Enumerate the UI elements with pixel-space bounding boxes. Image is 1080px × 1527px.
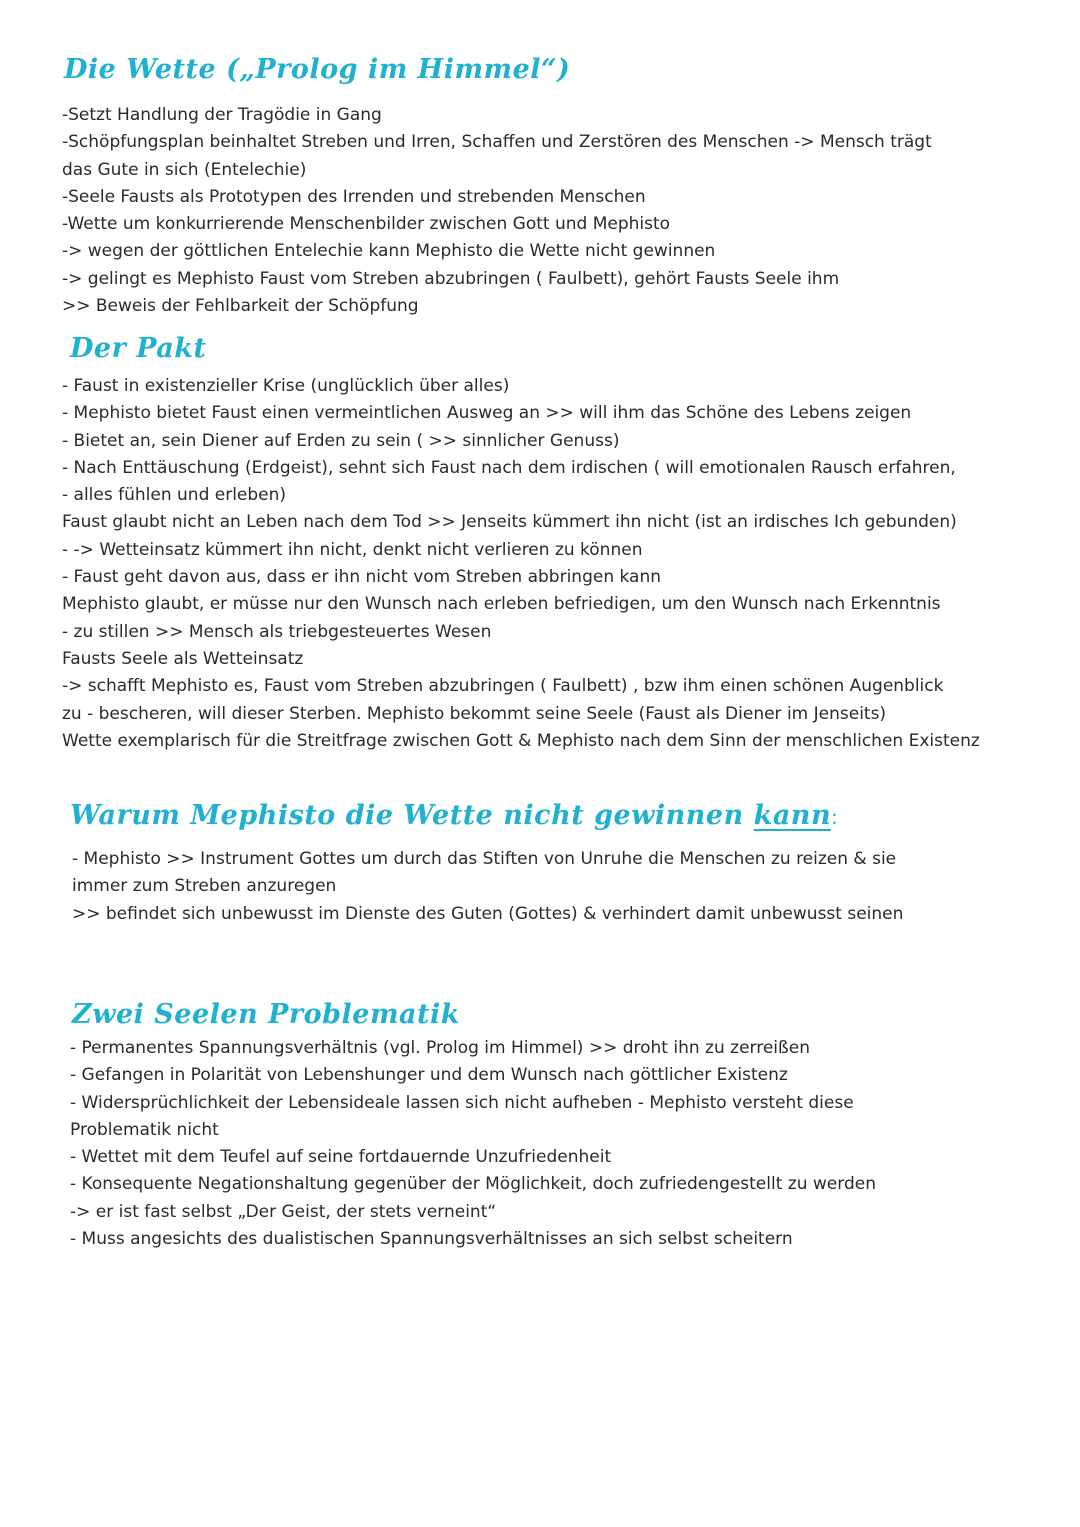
list-item: Faust glaubt nicht an Leben nach dem Tod >> Jenseits kümmert ihn nicht (ist an irdisches Ich gebunden) — [62, 512, 957, 533]
section-heading-warum — [70, 800, 838, 831]
list-item: - Faust in existenzieller Krise (unglücklich über alles) — [62, 376, 510, 396]
list-item: -> gelingt es Mephisto Faust vom Streben abzubringen ( Faulbett), gehört Fausts Seele ihm — [62, 268, 840, 289]
heading-colon: : — [831, 805, 839, 829]
list-item: >> Beweis der Fehlbarkeit der Schöpfung — [62, 296, 419, 317]
list-item: -Setzt Handlung der Tragödie in Gang — [62, 105, 382, 125]
list-item: -Seele Fausts als Prototypen des Irrenden und strebenden Menschen — [62, 186, 646, 207]
list-item: - Permanentes Spannungsverhältnis (vgl. Prolog im Himmel) >> droht ihn zu zerreißen — [70, 1038, 810, 1058]
list-item: - Gefangen in Polarität von Lebenshunger und dem Wunsch nach göttlicher Existenz — [70, 1065, 788, 1086]
list-item: - Bietet an, sein Diener auf Erden zu sein ( >> sinnlicher Genuss) — [62, 430, 620, 451]
section-body-wette — [62, 102, 952, 320]
list-item: - Wettet mit dem Teufel auf seine fortdauernde Unzufriedenheit — [70, 1147, 612, 1168]
list-item: - Mephisto bietet Faust einen vermeintlichen Ausweg an >> will ihm das Schöne des Lebens zeigen — [62, 403, 912, 424]
list-item: - alles fühlen und erleben) — [62, 485, 287, 506]
list-item: - Faust geht davon aus, dass er ihn nicht vom Streben abbringen kann — [62, 567, 662, 588]
heading-text: Warum Mephisto die Wette nicht gewinnen — [70, 800, 754, 831]
heading-underlined-word: kann — [753, 800, 832, 831]
list-item: -> er ist fast selbst „Der Geist, der stets verneint“ — [70, 1201, 497, 1222]
list-item: - -> Wetteinsatz kümmert ihn nicht, denkt nicht verlieren zu können — [62, 539, 643, 560]
section-heading-wette: Die Wette („Prolog im Himmel“) — [64, 54, 571, 85]
list-item: - zu stillen >> Mensch als triebgesteuertes Wesen — [62, 621, 492, 642]
section-body-pakt — [62, 373, 980, 755]
section-heading-zwei-seelen: Zwei Seelen Problematik — [72, 999, 460, 1030]
list-item: Mephisto glaubt, er müsse nur den Wunsch nach erleben befriedigen, um den Wunsch nach Erkenntnis — [62, 594, 941, 615]
list-item: -> wegen der göttlichen Entelechie kann Mephisto die Wette nicht gewinnen — [62, 241, 716, 262]
list-item: >> befindet sich unbewusst im Dienste des Guten (Gottes) & verhindert damit unbewusst seinen — [72, 903, 904, 924]
list-item: - Mephisto >> Instrument Gottes um durch das Stiften von Unruhe die Menschen zu reizen & sie immer zum Streben anzuregen — [72, 849, 897, 897]
list-item: - Muss angesichts des dualistischen Spannungsverhältnisses an sich selbst scheitern — [70, 1229, 793, 1250]
section-body-warum — [72, 846, 952, 928]
list-item: Fausts Seele als Wetteinsatz — [62, 648, 304, 669]
section-heading-pakt: Der Pakt — [70, 333, 207, 364]
list-item: - Widersprüchlichkeit der Lebensideale lassen sich nicht aufheben - Mephisto versteht diese Problematik nicht — [70, 1092, 854, 1140]
section-body-zwei-seelen — [70, 1035, 876, 1253]
list-item: Wette exemplarisch für die Streitfrage zwischen Gott & Mephisto nach dem Sinn der menschlichen Existenz — [62, 730, 980, 751]
list-item: -Schöpfungsplan beinhaltet Streben und Irren, Schaffen und Zerstören des Menschen -> Mensch trägt das Gute in sich (Entelechie) — [62, 132, 932, 180]
list-item: - Nach Enttäuschung (Erdgeist), sehnt sich Faust nach dem irdischen ( will emotionalen Rausch erfahren, — [62, 457, 956, 478]
list-item: -> schafft Mephisto es, Faust vom Streben abzubringen ( Faulbett) , bzw ihm einen schönen Augenblick zu - bescheren, will dieser Sterben. Mephisto bekommt seine Seele (Faust als Diener im Jenseits) — [62, 676, 944, 724]
list-item: -Wette um konkurrierende Menschenbilder zwischen Gott und Mephisto — [62, 214, 671, 235]
list-item: - Konsequente Negationshaltung gegenüber der Möglichkeit, doch zufriedengestellt zu werden — [70, 1174, 876, 1195]
